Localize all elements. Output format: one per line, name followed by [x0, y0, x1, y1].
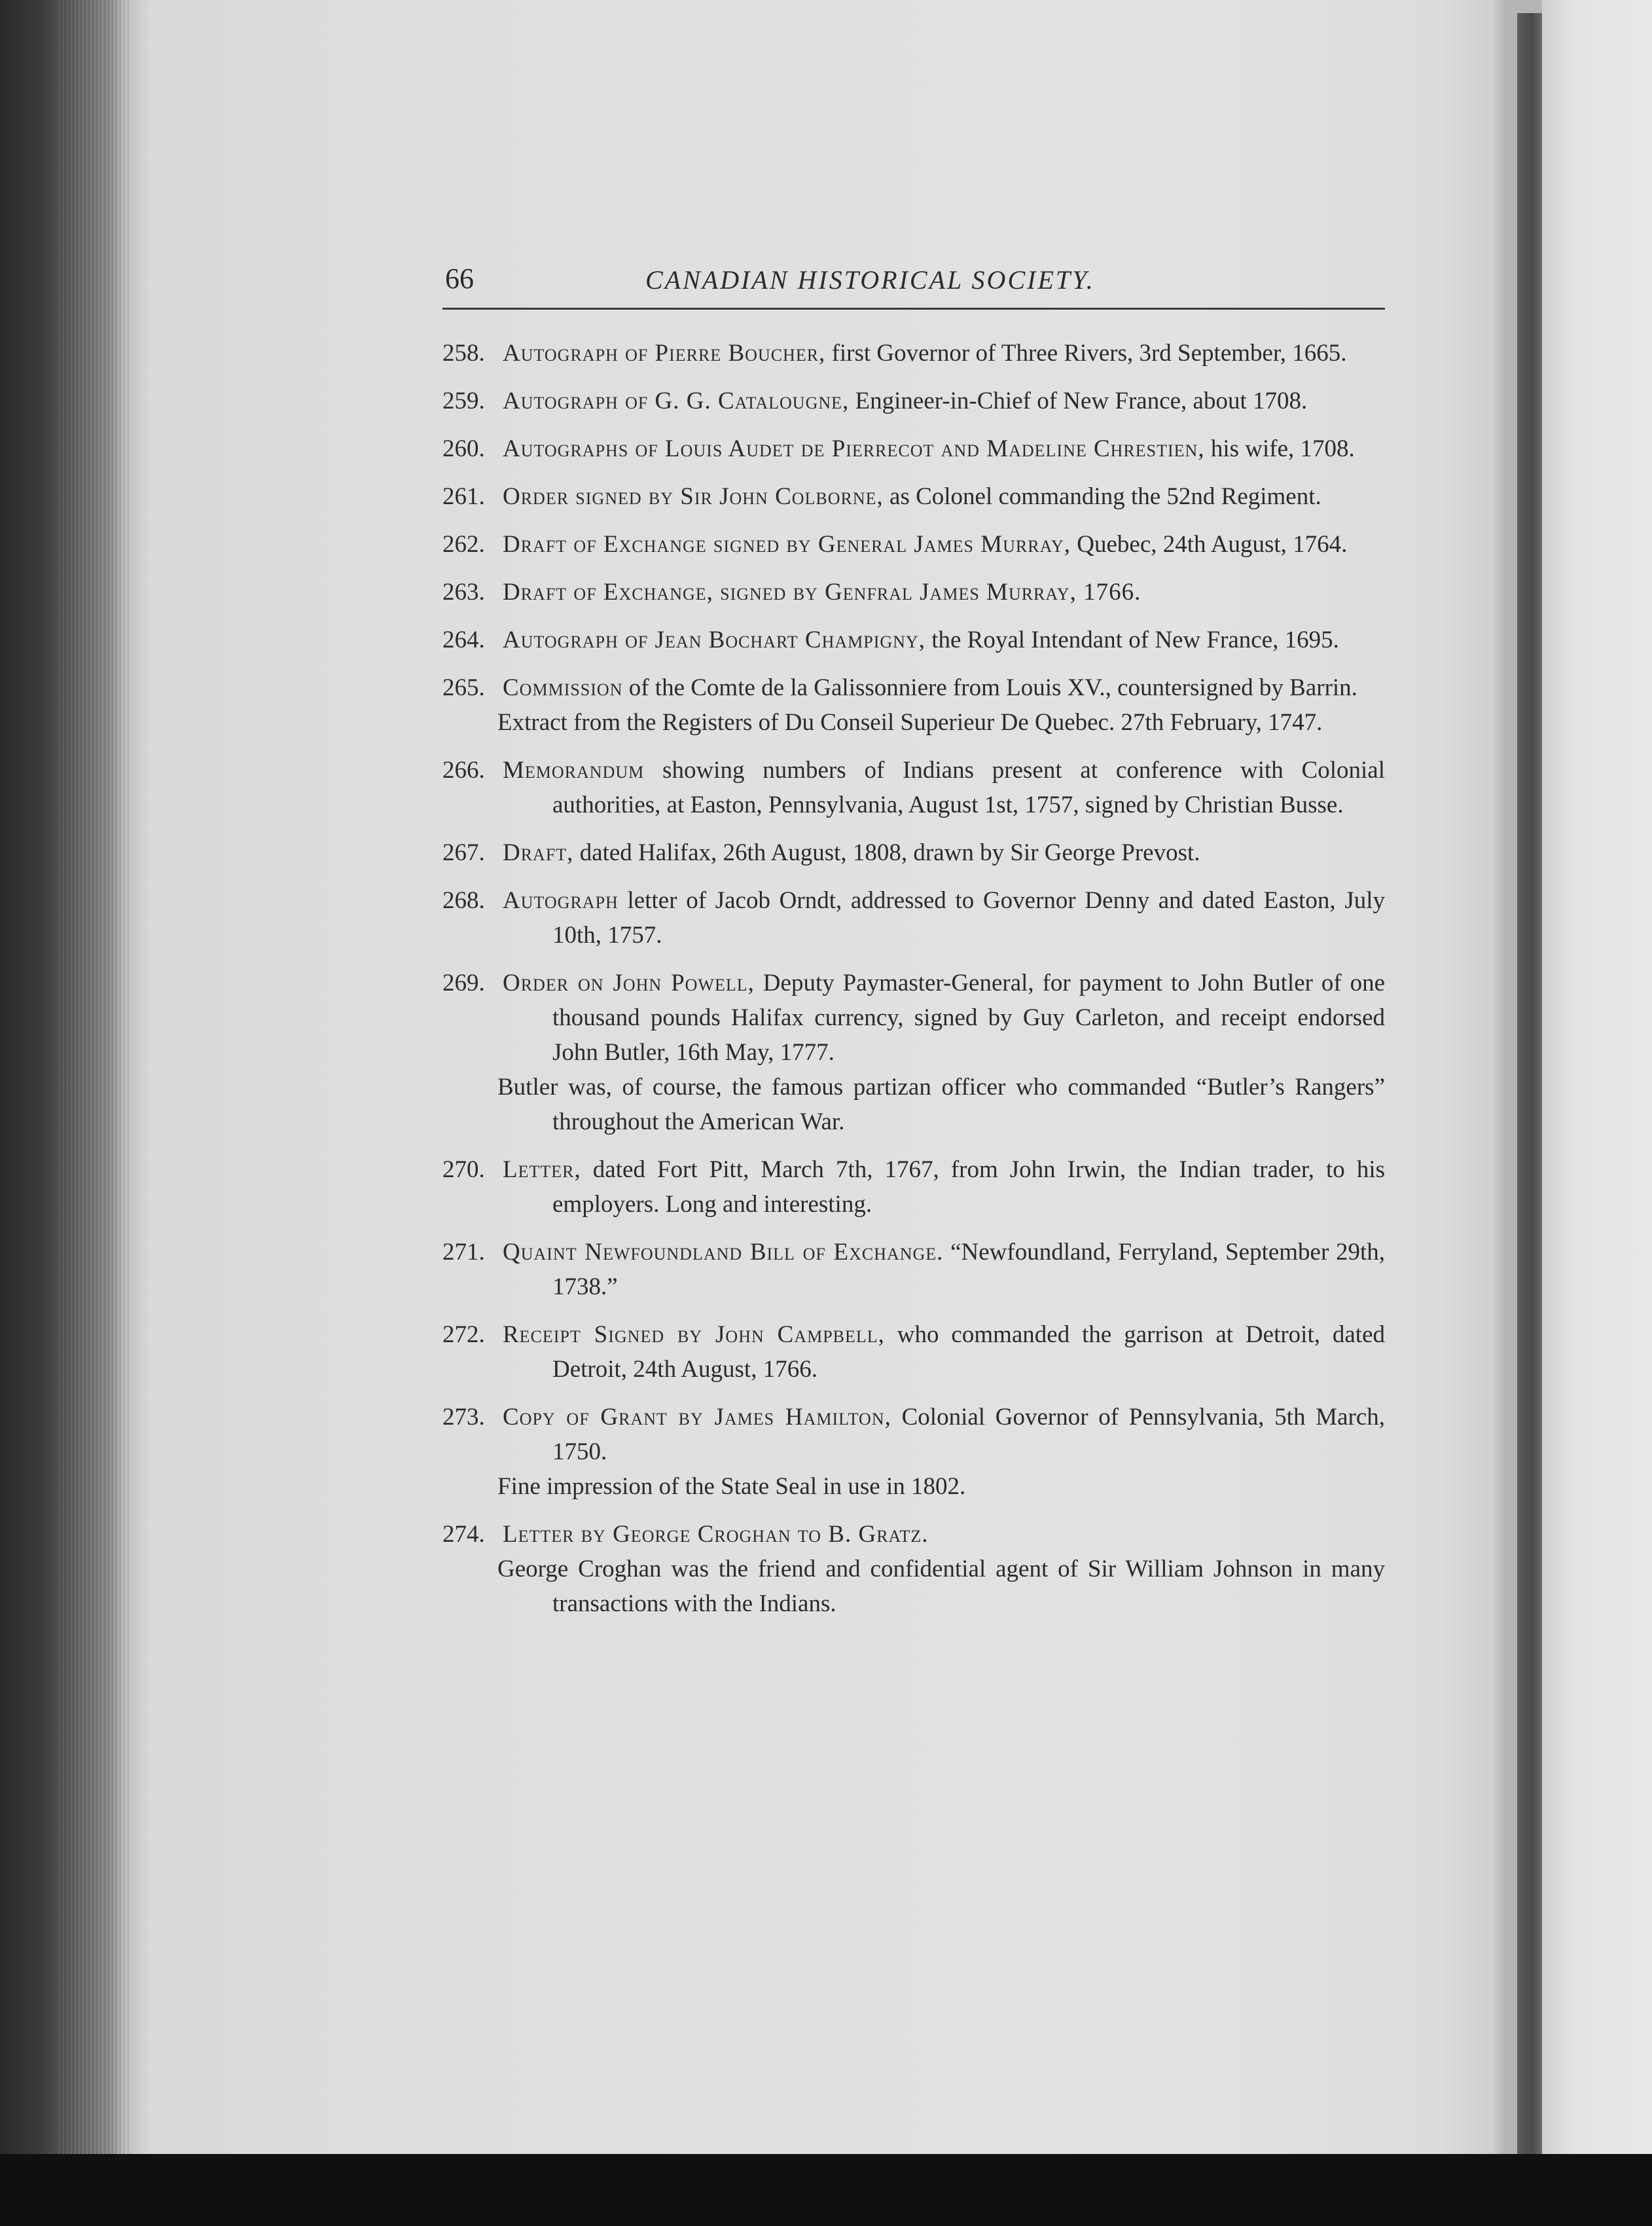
- entry-lead: Autograph of G. G. Catalougne,: [503, 388, 850, 414]
- catalogue-entry: [442, 670, 1385, 740]
- entry-lead: Quaint Newfoundland Bill of Exchange.: [503, 1239, 944, 1266]
- entry-number: 270.: [442, 1156, 485, 1183]
- catalogue-entry: [442, 336, 1385, 371]
- entry-number: 269.: [442, 970, 485, 996]
- catalogue-entries: [442, 336, 1385, 1621]
- running-title: CANADIAN HISTORICAL SOCIETY.: [645, 265, 1095, 295]
- entry-description: Engineer-in-Chief of New France, about 1708.: [855, 388, 1308, 414]
- entry-description: as Colonel commanding the 52nd Regiment.: [889, 483, 1321, 510]
- entry-lead: Receipt Signed by John Campbell,: [503, 1321, 885, 1348]
- entry-text: [442, 575, 1385, 610]
- gutter-shadow: [1517, 13, 1542, 2154]
- catalogue-entry: [442, 1317, 1385, 1387]
- entry-text: [442, 753, 1385, 822]
- entry-number: 260.: [442, 435, 485, 462]
- catalogue-entry: [442, 431, 1385, 466]
- entry-lead: Autographs of Louis Audet de Pierrecot and Madeline Chrestien,: [503, 435, 1205, 462]
- entry-lead: Draft of Exchange, signed by Genfral James Murray, 1766.: [503, 579, 1141, 606]
- entry-text: [442, 479, 1385, 514]
- entry-lead: Autograph of Pierre Boucher,: [503, 340, 826, 367]
- entry-text: [442, 835, 1385, 870]
- entry-number: 264.: [442, 627, 485, 653]
- entry-text: [442, 384, 1385, 418]
- entry-number: 265.: [442, 674, 485, 701]
- entry-lead: Letter by George Croghan to B. Gratz.: [503, 1521, 929, 1548]
- entry-note: Butler was, of course, the famous partizan officer who commanded “Butler’s Rangers” throughout the American War.: [497, 1074, 1385, 1135]
- entry-lead: Order on John Powell,: [503, 970, 755, 996]
- entry-text: [442, 336, 1385, 371]
- entry-number: 259.: [442, 388, 485, 414]
- entry-description: showing numbers of Indians present at conference with Colonial authorities, at Easton, Pennsylvania, August 1st, 1757, signed by Christian Busse.: [552, 757, 1385, 818]
- catalogue-entry: [442, 1517, 1385, 1621]
- entry-description: Quebec, 24th August, 1764.: [1077, 531, 1348, 558]
- entry-lead: Order signed by Sir John Colborne,: [503, 483, 884, 510]
- entry-lead: Memorandum: [503, 757, 645, 784]
- catalogue-entry: [442, 883, 1385, 953]
- entry-description: Deputy Paymaster-General, for payment to John Butler of one thousand pounds Halifax currency, signed by Guy Carleton, and receipt endorsed John Butler, 16th May, 1777.: [552, 970, 1386, 1066]
- entry-lead: Autograph of Jean Bochart Champigny,: [503, 627, 925, 653]
- entry-lead: Copy of Grant by James Hamilton,: [503, 1404, 891, 1431]
- entry-number: 258.: [442, 340, 485, 367]
- catalogue-entry: [442, 753, 1385, 822]
- catalogue-entry: [442, 575, 1385, 610]
- entry-description: letter of Jacob Orndt, addressed to Governor Denny and dated Easton, July 10th, 1757.: [552, 887, 1385, 949]
- page-number: 66: [445, 263, 474, 295]
- page-header: [442, 262, 1385, 310]
- document-page: [442, 262, 1385, 1634]
- entry-text: [442, 1152, 1385, 1222]
- entry-number: 273.: [442, 1404, 485, 1431]
- entry-lead: Draft,: [503, 839, 574, 866]
- entry-number: 274.: [442, 1521, 485, 1548]
- entry-text: [442, 1317, 1385, 1387]
- catalogue-entry: [442, 1400, 1385, 1504]
- catalogue-entry: [442, 835, 1385, 870]
- entry-text: [442, 1400, 1385, 1469]
- entry-number: 263.: [442, 579, 485, 606]
- catalogue-entry: [442, 1152, 1385, 1222]
- entry-text: [442, 1235, 1385, 1304]
- entry-text: [442, 431, 1385, 466]
- entry-number: 266.: [442, 757, 485, 784]
- facing-page-edge: [1542, 0, 1652, 2161]
- entry-note: Fine impression of the State Seal in use in 1802.: [497, 1473, 966, 1500]
- entry-description: who commanded the garrison at Detroit, dated Detroit, 24th August, 1766.: [552, 1321, 1385, 1383]
- catalogue-entry: [442, 384, 1385, 418]
- entry-note: Extract from the Registers of Du Conseil Superieur De Quebec. 27th February, 1747.: [497, 709, 1323, 736]
- catalogue-entry: [442, 479, 1385, 514]
- entry-description: dated Halifax, 26th August, 1808, drawn by Sir George Prevost.: [579, 839, 1200, 866]
- entry-description: the Royal Intendant of New France, 1695.: [931, 627, 1339, 653]
- entry-number: 268.: [442, 887, 485, 914]
- entry-description: of the Comte de la Galissonniere from Louis XV., countersigned by Barrin.: [628, 674, 1357, 701]
- entry-description: first Governor of Three Rivers, 3rd September, 1665.: [831, 340, 1347, 367]
- entry-number: 267.: [442, 839, 485, 866]
- entry-lead: Draft of Exchange signed by General James Murray,: [503, 531, 1071, 558]
- entry-text: [442, 670, 1385, 705]
- entry-description: dated Fort Pitt, March 7th, 1767, from John Irwin, the Indian trader, to his employers. Long and interesting.: [552, 1156, 1386, 1218]
- entry-number: 272.: [442, 1321, 485, 1348]
- entry-text: [442, 527, 1385, 562]
- entry-lead: Commission: [503, 674, 623, 701]
- entry-number: 271.: [442, 1239, 485, 1266]
- catalogue-entry: [442, 527, 1385, 562]
- entry-number: 262.: [442, 531, 485, 558]
- book-page-edges: [59, 0, 131, 2154]
- entry-description: Colonial Governor of Pennsylvania, 5th March, 1750.: [552, 1404, 1385, 1465]
- bottom-margin: [0, 2154, 1652, 2226]
- entry-text: [442, 966, 1385, 1070]
- entry-number: 261.: [442, 483, 485, 510]
- entry-description: “Newfoundland, Ferryland, September 29th, 1738.”: [552, 1239, 1385, 1300]
- entry-lead: Autograph: [503, 887, 619, 914]
- entry-description: his wife, 1708.: [1210, 435, 1355, 462]
- entry-lead: Letter,: [503, 1156, 581, 1183]
- entry-note: George Croghan was the friend and confidential agent of Sir William Johnson in many transactions with the Indians.: [497, 1556, 1385, 1617]
- entry-text: [442, 623, 1385, 657]
- catalogue-entry: [442, 623, 1385, 657]
- entry-text: [442, 1517, 1385, 1552]
- catalogue-entry: [442, 966, 1385, 1139]
- catalogue-entry: [442, 1235, 1385, 1304]
- entry-text: [442, 883, 1385, 953]
